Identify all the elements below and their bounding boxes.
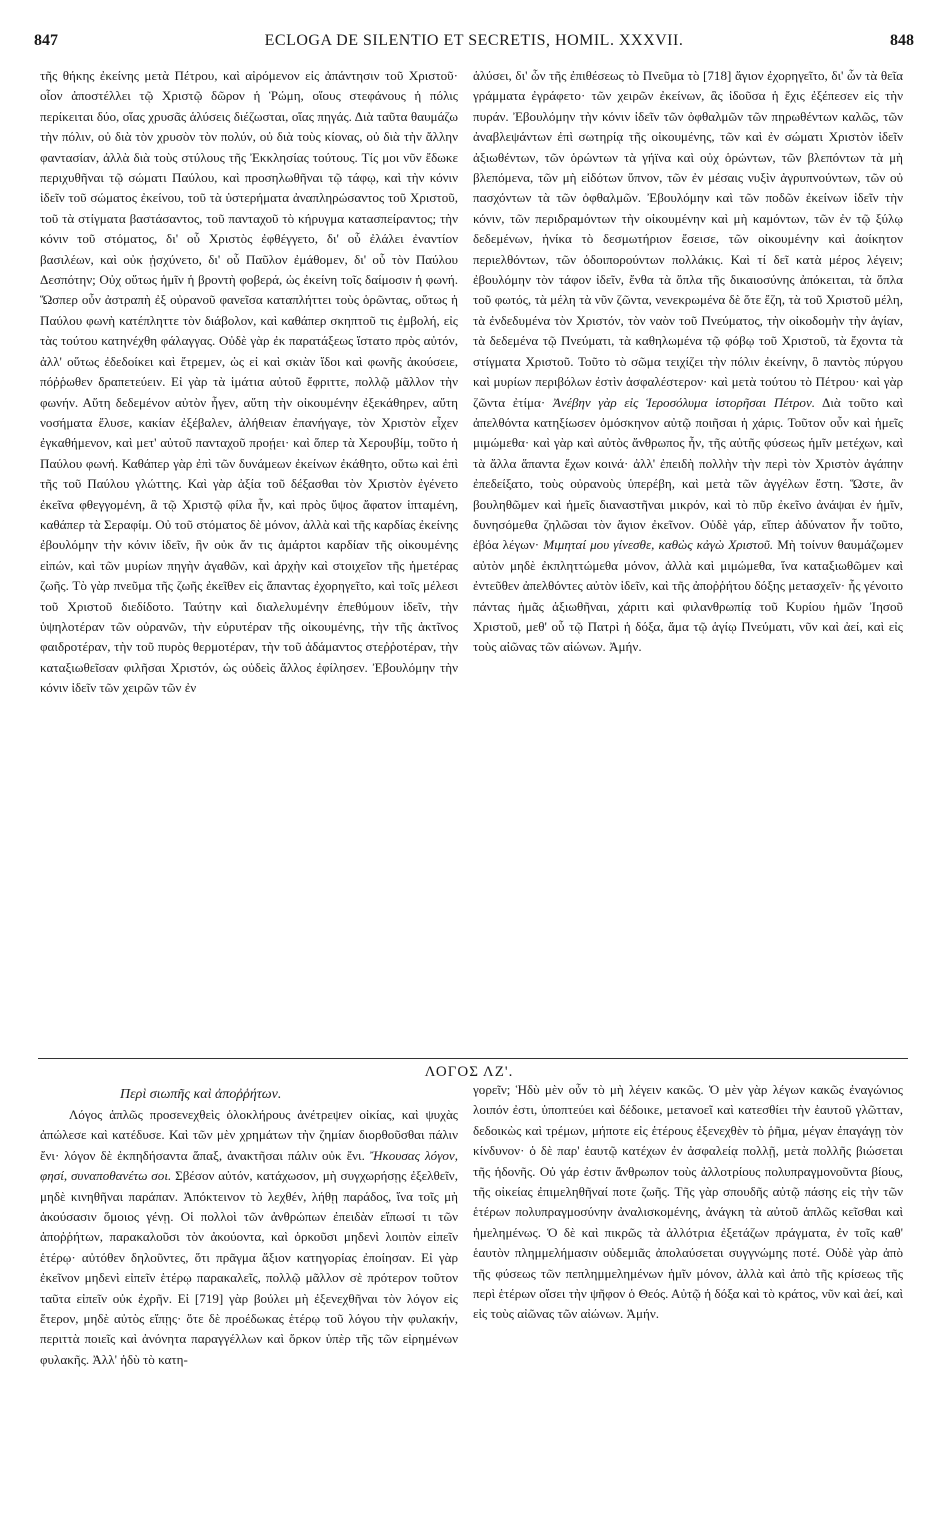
section-title: ΛΟΓΟΣ ΛΖ'. xyxy=(424,1064,514,1080)
scripture-quote: Ἀνέβην γὰρ εἰς Ἱεροσόλυμα ἱστορῆσαι Πέτρον. xyxy=(552,394,816,410)
column-top-left xyxy=(40,66,458,1066)
text-span: Σβέσον αὐτόν, κατάχωσον, μὴ συγχωρήσῃς ἐξελθεῖν, μηδὲ κινηθῆναι παράπαν. Ἀπόκτεινον τὸ λεχθέν, λήθῃ παράδος, ἵνα τοῖς μὴ ἀκούσασιν ὅμοιος γένῃ. Οἱ πολλοὶ τῶν ἀνθρώπων ἐπειδὰν εἴπωσί τι τῶν ἀποῤῥήτων, παρακαλοῦσι τὸν ἀκούοντα, καὶ ὁρκοῦσι μηδενὶ λοιπὸν εἰπεῖν ἑτέρῳ· αὐτόθεν δηλοῦντες, ὅτι πρᾶγμα ἄξιον κατηγορίας ἐποίησαν. Εἰ γὰρ ἐκεῖνον μηδενὶ εἰπεῖν ἑτέρῳ παρακαλεῖς, πολλῷ μᾶλλον σὲ πρότερον τοῦτον ταῦτα εἰπεῖν οὐκ ἐχρῆν. Εἰ [719] γὰρ βούλει μὴ ἐξενεχθῆναι τὸν λόγον εἰς ἕτερον, μηδὲ αὐτὸς εἴπῃς· ὅτε δὲ προέδωκας ἑτέρῳ τοῦ λόγου τὴν φυλακήν, περιττὰ ποιεῖς καὶ ἀνόνητα παραγγέλλων καὶ ὅρκον ὑπὲρ τῆς τῶν εἰρημένων φυλακῆς. Ἀλλ' ἡδὺ τὸ κατη- xyxy=(40,1168,458,1367)
paragraph: γορεῖν; Ἡδὺ μὲν οὖν τὸ μὴ λέγειν κακῶς. Ὁ μὲν γὰρ λέγων κακῶς ἐναγώνιος λοιπόν ἐστι, ὑποπτεύει καὶ δέδοικε, μετανοεῖ καὶ κατεσθίει τὴν ἑαυτοῦ γλῶτταν, δεδοικὼς καὶ τρέμων, μήποτε εἰς ἑτέρους ἐξενεχθὲν τὸ ῥῆμα, μέγαν ἐπαγάγῃ τὸν κίνδυνον· ὁ δὲ παρ' ἑαυτῷ κατέχων ἐν ἀσφαλείᾳ πολλῇ, μετὰ πολλῆς βιώσεται τῆς ἡδονῆς. Οὐ γάρ ἐστιν ἄνθρωπον τοὺς ἀλλοτρίους πολυπραγμονοῦντα βίους, τῆς οἰκείας ἐπιμεληθῆναί ποτε ζωῆς. Τῆς γὰρ σπουδῆς αὐτῷ πάσης εἰς τὴν τῶν ἑτέρων πολυπραγμοσύνην ἀναλισκομένης, ἀνάγκη τὰ αὐτοῦ ἁπλῶς κεῖσθαι καὶ ἠμελημένως. Ὁ δὲ καὶ πικρῶς τὰ ἀλλότρια ἐξετάζων πράγματα, ἐν τοῖς καθ' ἑαυτὸν πλημμελήμασιν οὐδεμιᾶς ἀπολαύσεται συγγνώμης ποτέ. Οὐδὲ γὰρ ἀπὸ τῆς φύσεως τῶν πεπλημμελημένων ἡμῖν μόνον, ἀλλὰ καὶ ἀπὸ τῆς κρίσεως τῆς περὶ ἑτέρων οἴσει τὴν ψῆφον ὁ Θεός. Αὐτῷ ἡ δόξα καὶ τὸ κράτος, νῦν καὶ ἀεί, καὶ εἰς τοὺς αἰῶνας τῶν αἰώνων. Ἀμήν. xyxy=(473,1082,903,1322)
page-number-right: 848 xyxy=(890,32,914,49)
text-span: ἁλύσει, δι' ὧν τῆς ἐπιθέσεως τὸ Πνεῦμα τὸ [718] ἅγιον ἐχορηγεῖτο, δι' ὧν τὰ θεῖα γράμματα ἐγράφετο· τῶν χειρῶν ἐκείνων, ἃς ἰδοῦσα ἡ ἔχις ἐξέπεσεν εἰς τὴν πυράν. Ἐβουλόμην τὴν κόνιν ἰδεῖν τῶν ὀφθαλμῶν τῶν πηρωθέντων καλῶς, τῶν ἀναβλεψάντων ἐπὶ σωτηρίᾳ τῆς οἰκουμένης, τῶν καὶ ἐν σώματι Χριστὸν ἰδεῖν ἀξιωθέντων, τῶν ὁρώντων τὰ γήϊνα καὶ οὐχ ὁρώντων, τῶν βλεπόντων τὰ μὴ βλεπόμενα, τῶν μὴ εἰδότων ὕπνον, τῶν ἐν μέσαις νυξὶν ἀγρυπνούντων, τῶν οὐ πασχόντων τὰ τῶν ὀφθαλμῶν. Ἐβουλόμην καὶ τῶν ποδῶν ἐκείνων ἰδεῖν τὴν κόνιν, τῶν περιδραμόντων τὴν οἰκουμένην καὶ μὴ καμόντων, τῶν ἐν τῷ ξύλῳ δεδεμένων, ἡνίκα τὸ δεσμωτήριον ἔσεισε, τῶν οἰκουμένην καὶ ἀοίκητον περιελθόντων, τῶν ὁδοιπορούντων πολλάκις. Καὶ τί δεῖ κατὰ μέρος λέγειν; ἐβουλόμην τὸν τάφον ἰδεῖν, ἔνθα τὰ ὅπλα τῆς δικαιοσύνης ἀπόκειται, τὰ ὅπλα τοῦ φωτός, τὰ μέλη τὰ νῦν ζῶντα, νενεκρωμένα δὲ ὅτε ἔζη, τὰ τοῦ Χριστοῦ μέλη, τὰ ἐνδεδυμένα τὸν Χριστόν, τὸν ναὸν τοῦ Πνεύματος, τὴν οἰκοδομὴν τὴν ἁγίαν, τὰ δεδεμένα τῷ Πνεύματι, τὰ καθηλωμένα τῷ φόβῳ τοῦ Χριστοῦ, τὰ ἔχοντα τὰ στίγματα Χριστοῦ. Τοῦτο τὸ σῶμα τειχίζει τὴν πόλιν ἐκείνην, ὃ παντὸς πύργου καὶ μυρίων περιβόλων ἐστὶν ἀσφαλέστερον· καὶ μετὰ τούτου τὸ Πέτρου· καὶ γὰρ ζῶντα ἐτίμα· xyxy=(473,68,903,410)
column-bottom-left xyxy=(40,1105,458,1525)
scripture-quote: Μιμηταί μου γίνεσθε, καθὼς κἀγὼ Χριστοῦ. xyxy=(543,537,774,553)
paragraph xyxy=(40,1105,458,1370)
page-header xyxy=(34,32,914,54)
scripture-quote: Ἤκουσας λόγον, φησί, συναποθανέτω σοι. xyxy=(40,1147,458,1184)
column-bottom-right xyxy=(473,1080,903,1480)
text-span: Διὰ τοῦτο καὶ ἀπελθόντα κατηξίωσεν ὁμόσκηνον αὐτῷ ποιῆσαι ἡ χάρις. Τοῦτον οὖν καὶ ἡμεῖς μιμώμεθα· καὶ γὰρ καὶ αὐτὸς ἄνθρωπος ἦν, τῆς αὐτῆς φύσεως ἡμῖν μετέχων, καὶ τὰ ἄλλα ἅπαντα ἔχων κοινά· ἀλλ' ἐπειδὴ πολλὴν τὴν περὶ τὸν Χριστὸν ἀγάπην ἐπεδείξατο, τοὺς οὐρανοὺς ὑπερέβη, καὶ μετὰ τῶν ἀγγέλων ἔστη. Ὥστε, ἂν βουληθῶμεν καὶ ἡμεῖς διαναστῆναι μικρόν, καὶ τὸ πῦρ ἐκεῖνο ἀνάψαι ἐν ἡμῖν, δυνησόμεθα ζηλῶσαι τὸν ἅγιον ἐκεῖνον. Οὐδὲ γάρ, εἴπερ ἀδύνατον ἦν τοῦτο, ἐβόα λέγων· xyxy=(473,394,903,553)
text-span: Λόγος ἁπλῶς προσενεχθεὶς ὁλοκλήρους ἀνέτρεψεν οἰκίας, καὶ ψυχὰς ἀπώλεσε καὶ κατέδυσε. Καὶ τῶν μὲν χρημάτων τὴν ζημίαν διορθοῦσθαι πάλιν ἔνι· λόγον δὲ ἐκπηδήσαντα ἅπαξ, ἀνακτῆσαι πάλιν οὐκ ἔνι. xyxy=(40,1107,458,1163)
text-span: Μὴ τοίνυν θαυμάζωμεν αὐτὸν μηδὲ ἐκπληττώμεθα μόνον, ἀλλὰ καὶ μιμώμεθα, ἵνα καταξιωθῶμεν καὶ ἐντεῦθεν ἀπελθόντες αὐτὸν ἰδεῖν, καὶ τῆς ἀποῤῥήτου δόξης μετασχεῖν· ἧς γένοιτο πάντας ἡμᾶς ἀξιωθῆναι, χάριτι καὶ φιλανθρωπίᾳ τοῦ Κυρίου ἡμῶν Ἰησοῦ Χριστοῦ, μεθ' οὗ τῷ Πατρὶ ἡ δόξα, ἅμα τῷ ἁγίῳ Πνεύματι, νῦν καὶ ἀεί, καὶ εἰς τοὺς αἰῶνας τῶν αἰώνων. Ἀμήν. xyxy=(473,537,903,655)
column-top-right xyxy=(473,66,903,1056)
section-divider xyxy=(38,1058,908,1059)
page-number-left: 847 xyxy=(34,32,58,49)
paragraph: τῆς θήκης ἐκείνης μετὰ Πέτρου, καὶ αἰρόμενον εἰς ἀπάντησιν τοῦ Χριστοῦ· οἷον ἀποστέλλει τῷ Χριστῷ δῶρον ἡ Ῥώμη, οἵους στεφάνους ἡ πόλις περίκειται δύο, οἵας χρυσᾶς ἁλύσεις διέζωσται, οἵας πηγάς. Διὰ ταῦτα θαυμάζω τὴν πόλιν, οὐ διὰ τὸν χρυσὸν τὸν πολύν, οὐ διὰ τοὺς κίονας, οὐ διὰ τὴν ἄλλην φαντασίαν, ἀλλὰ διὰ τοὺς στύλους τῆς Ἐκκλησίας τούτους. Τίς μοι νῦν ἔδωκε περιχυθῆναι τῷ σώματι Παύλου, καὶ προσηλωθῆναι τῷ τάφῳ, καὶ τὴν κόνιν ἰδεῖν τοῦ σώματος ἐκείνου, τοῦ τὰ ὑστερήματα ἀναπληρώσαντος τοῦ Χριστοῦ, τοῦ τὰ στίγματα βαστάσαντος, τοῦ πανταχοῦ τὸ κήρυγμα κατασπείραντος; τὴν κόνιν τοῦ στόματος, δι' οὗ Χριστὸς ἐφθέγγετο, δι' οὗ ἐλάλει ἐναντίον βασιλέων, καὶ οὐκ ᾐσχύνετο, δι' οὗ Παῦλον ἐμάθομεν, δι' οὗ τὸν Παύλου Δεσπότην; Οὐχ οὕτως ἡμῖν ἡ βροντὴ φοβερά, ὡς ἐκείνη τοῖς δαίμοσιν ἡ φωνή. Ὥσπερ οὖν ἀστραπὴ ἐξ οὐρανοῦ φανεῖσα καταπλήττει τοὺς ὁρῶντας, οὕτως ἡ Παύλου φωνὴ κατέπληττε τὸν διάβολον, καὶ καθάπερ σκηπτοῦ τις ἐμβολή, εἰς τὰς τούτου κατηνέχθη φάλαγγας. Οὐδὲ γὰρ ἐκ παρατάξεως ἵστατο πρὸς αὐτόν, ἀλλ' οὕτως ἐδεδοίκει καὶ ἔτρεμεν, ὡς εἰ καὶ σκιὰν ἴδοι καὶ φωνῆς ἀκούσειε, πόῤῥωθεν δραπετεύειν. Εἰ γὰρ τὰ ἱμάτια αὐτοῦ ἔφριττε, πολλῷ μᾶλλον τὴν φωνήν. Αὕτη δεδεμένον αὐτὸν ἦγεν, αὕτη τὴν οἰκουμένην ἐξεκάθηρεν, αὕτη νοσήματα ἔλυσε, κακίαν ἐξέβαλεν, ἀλήθειαν ἐπανήγαγε, τὸν Χριστὸν εἶχεν ἐγκαθήμενον, καὶ μετ' αὐτοῦ πανταχοῦ προῄει· καὶ ὅπερ τὰ Χερουβίμ, τοῦτο ἡ Παύλου φωνή. Καθάπερ γὰρ ἐπὶ τῶν δυνάμεων ἐκείνων ἐκάθητο, οὕτω καὶ ἐπὶ τῆς τοῦ Παύλου γλώττης. Καὶ γὰρ ἀξία τοῦ δέξασθαι τὸν Χριστὸν ἐγένετο ἐκεῖνα φθεγγομένη, ἃ τῷ Χριστῷ φίλα ἦν, καὶ πρὸς ὕψος ἄφατον ἱπταμένη, καθάπερ τὰ Σεραφίμ. Οὐ τοῦ στόματος δὲ μόνον, ἀλλὰ καὶ τῆς καρδίας ἐκείνης ἐβουλόμην τὴν κόνιν ἰδεῖν, ἣν οὐκ ἄν τις ἁμάρτοι καρδίαν τῆς οἰκουμένης εἰπών, καὶ τῶν μυρίων πηγὴν ἀγαθῶν, καὶ ἀρχὴν καὶ στοιχεῖον τῆς ἡμετέρας ζωῆς. Τὸ γὰρ πνεῦμα τῆς ζωῆς ἐκεῖθεν εἰς ἅπαντας ἐχορηγεῖτο, καὶ τοῖς μέλεσι τοῦ Χριστοῦ διεδίδοτο. Ταύτην καὶ διαλελυμένην ἐπεθύμουν ἰδεῖν, τὴν ὑψηλοτέραν τῶν οὐρανῶν, τὴν εὐρυτέραν τῆς οἰκουμένης, τὴν τῆς ἀκτῖνος φαιδροτέραν, τὴν τοῦ πυρὸς θερμοτέραν, τὴν τοῦ ἀδάμαντος στεῤῥοτέραν, τὴν καταξιωθεῖσαν φιλῆσαι Χριστόν, ὡς οὐδεὶς ἄλλος ἐφίλησεν. Ἐβουλόμην τὴν κόνιν ἰδεῖν τῶν χειρῶν τῶν ἐν xyxy=(40,68,458,696)
running-title: ECLOGA DE SILENTIO ET SECRETIS, HOMIL. XXXVII. xyxy=(264,32,684,49)
section-subtitle: Περὶ σιωπῆς καὶ ἀποῤῥήτων. xyxy=(120,1087,282,1102)
paragraph xyxy=(473,66,903,658)
